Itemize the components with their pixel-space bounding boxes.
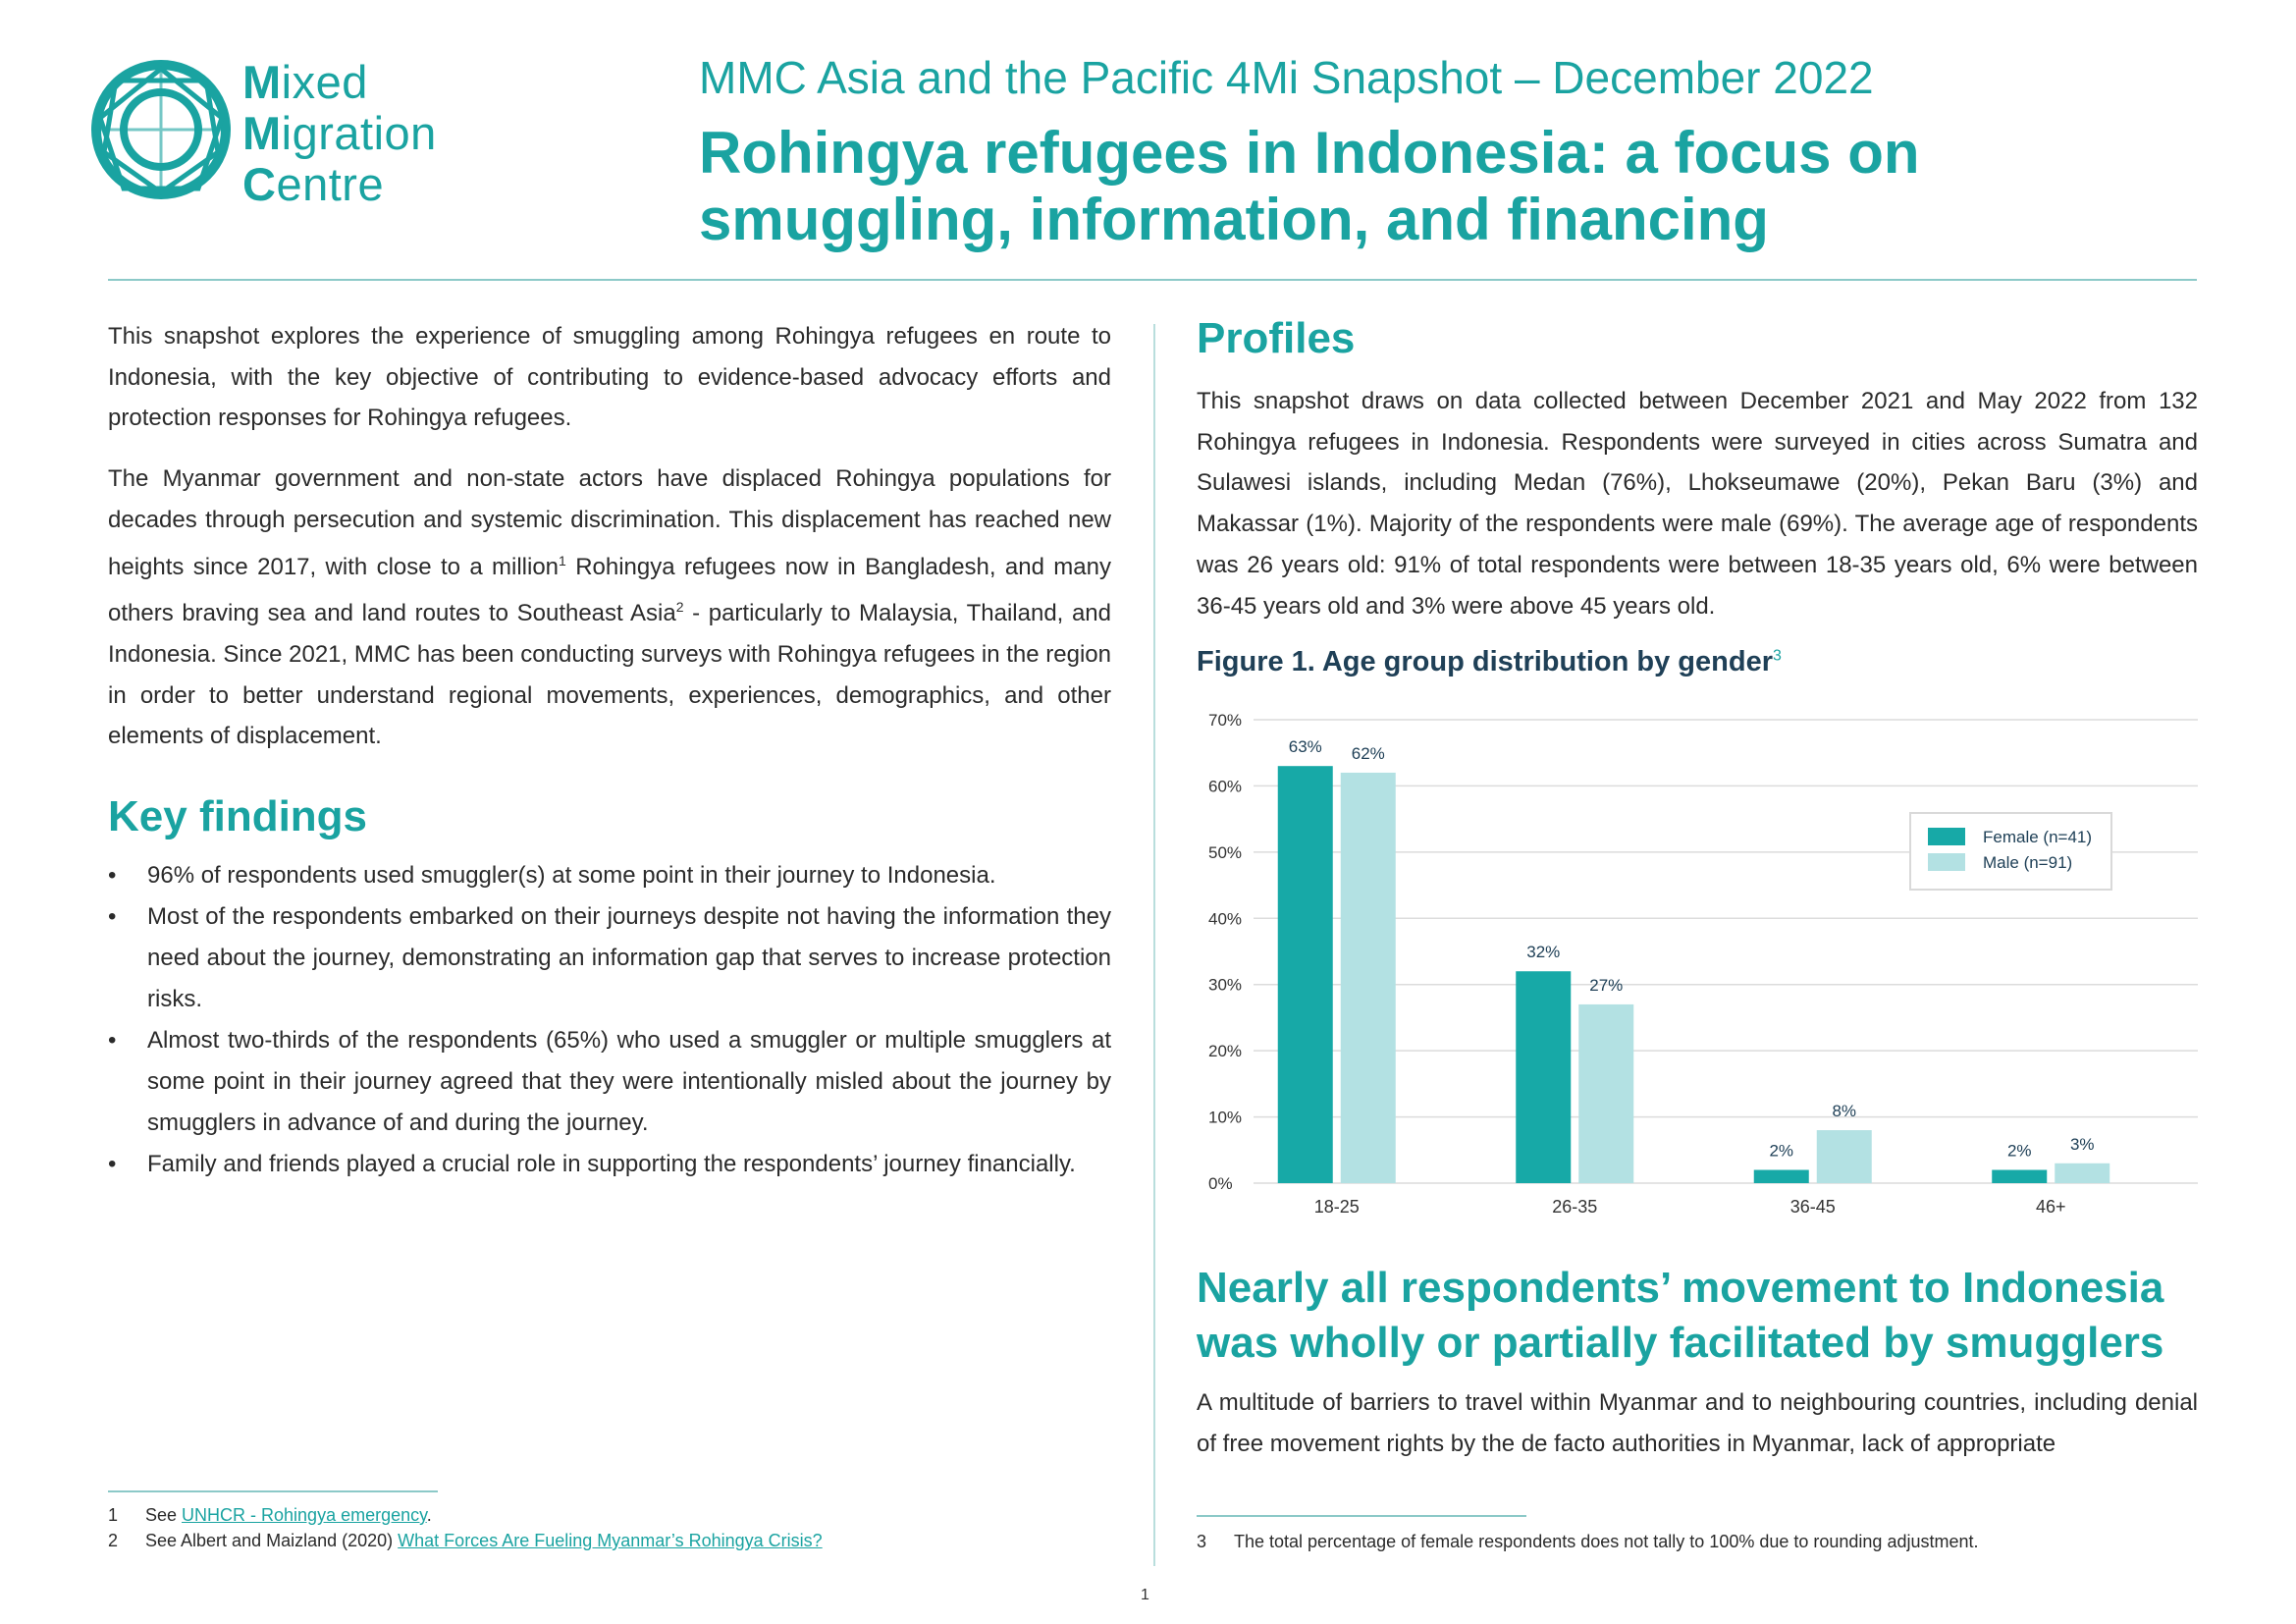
logo-word-migration: Migration — [242, 107, 437, 159]
logo-word-mixed: Mixed — [242, 56, 368, 108]
y-tick-label: 40% — [1208, 909, 1243, 929]
bar-male — [1817, 1130, 1872, 1183]
age-gender-bar-chart — [1197, 702, 2198, 1232]
profiles-heading: Profiles — [1197, 314, 1356, 362]
y-tick-label: 10% — [1208, 1108, 1243, 1127]
footnote-2-link[interactable]: What Forces Are Fueling Myanmar’s Rohingya Crisis? — [398, 1531, 823, 1550]
bar-value-label: 27% — [1589, 975, 1624, 995]
footnote-divider-left — [108, 1490, 438, 1492]
page-title: Rohingya refugees in Indonesia: a focus on smuggling, information, and financing — [699, 120, 1920, 252]
key-findings-list — [108, 855, 1111, 1185]
logo-word-centre: Centre — [242, 158, 385, 210]
bar-male — [1341, 773, 1396, 1183]
y-tick-label: 60% — [1208, 777, 1243, 796]
page-number: 1 — [1141, 1587, 1149, 1603]
finding-item: • Almost two-thirds of the respondents (65%) who used a smuggler or multiple smugglers at some point in their journey agreed that they were intentionally misled about the journey by smugglers in advance of and during the journey. — [108, 1020, 1111, 1144]
intro-paragraph-2: The Myanmar government and non-state actors have displaced Rohingya populations for decades through persecution and systemic discrimination. This displacement has reached new heights since 2017, with close to a million$^1$ Rohingya refugees now in Bangladesh, and many others braving sea and land routes to Southeast Asia$^2$ - particularly to Malaysia, Thailand, and Indonesia. Since 2021, MMC has been conducting surveys with Rohingya refugees in the region in order to better understand regional movements, experiences, demographics, and other elements of displacement. — [108, 465, 1112, 750]
y-tick-label: 20% — [1208, 1042, 1243, 1061]
finding-item: • Most of the respondents embarked on their journeys despite not having the information they need about the journey, demonstrating an information gap that serves to increase protection risks. — [108, 896, 1111, 1020]
left-column — [108, 316, 1111, 1185]
finding-item: • 96% of respondents used smuggler(s) at some point in their journey to Indonesia. — [108, 855, 1111, 896]
bar-male — [1578, 1004, 1633, 1183]
section-heading-smugglers: Nearly all respondents’ movement to Indonesia was wholly or partially facilitated by smugglers — [1197, 1264, 2164, 1367]
x-tick-label: 26-35 — [1552, 1197, 1598, 1217]
footnote-2: 2 See Albert and Maizland (2020) What Forces Are Fueling Myanmar’s Rohingya Crisis? — [108, 1531, 823, 1550]
figure-title: Figure 1. Age group distribution by gender$^3$ — [1197, 646, 1782, 678]
intro-paragraph-1: This snapshot explores the experience of smuggling among Rohingya refugees en route to Indonesia, with the key objective of contributing to evidence-based advocacy efforts and protection responses for Rohingya refugees. — [108, 323, 1111, 432]
footnote-1-link[interactable]: UNHCR - Rohingya emergency — [182, 1505, 427, 1525]
right-column — [1197, 314, 2198, 678]
bar-female — [1278, 766, 1333, 1183]
column-divider — [1153, 324, 1155, 1566]
footnote-3: 3 The total percentage of female respondents does not tally to 100% due to rounding adjustment. — [1197, 1532, 1979, 1551]
footnote-divider-right — [1197, 1515, 1526, 1517]
profiles-paragraph: This snapshot draws on data collected between December 2021 and May 2022 from 132 Rohingya refugees in Indonesia. Respondents were surveyed in cities across Sumatra and Sulawesi islands, including Medan (76%), Lhokseumawe (20%), Pekan Baru (3%) and Makassar (1%). Majority of the respondents were male (69%). The average age of respondents was 26 years old: 91% of total respondents were between 18-35 years old, 6% were between 36-45 years old and 3% were above 45 years old. — [1197, 388, 2198, 620]
snapshot-subtitle: MMC Asia and the Pacific 4Mi Snapshot – December 2022 — [699, 52, 1874, 103]
legend-swatch — [1928, 853, 1965, 871]
legend-label: Female (n=41) — [1983, 828, 2093, 846]
legend-label: Male (n=91) — [1983, 853, 2073, 872]
bar-female — [1516, 971, 1571, 1183]
bar-male — [2055, 1164, 2109, 1183]
mmc-globe-icon — [90, 59, 233, 201]
finding-item: • Family and friends played a crucial role in supporting the respondents’ journey financially. — [108, 1144, 1111, 1185]
bar-value-label: 8% — [1832, 1102, 1857, 1121]
legend-box — [1910, 813, 2111, 890]
bar-value-label: 2% — [1769, 1141, 1794, 1161]
bar-value-label: 62% — [1351, 743, 1385, 763]
x-tick-label: 18-25 — [1313, 1197, 1360, 1217]
bar-female — [1754, 1170, 1809, 1183]
mmc-logo — [90, 56, 483, 210]
x-tick-label: 36-45 — [1789, 1197, 1836, 1217]
bar-female — [1992, 1170, 2047, 1183]
bar-value-label: 2% — [2006, 1141, 2032, 1161]
bar-value-label: 32% — [1526, 943, 1561, 962]
header-divider — [108, 279, 2197, 281]
y-tick-label: 30% — [1208, 975, 1243, 995]
key-findings-heading: Key findings — [108, 792, 368, 841]
x-tick-label: 46+ — [2035, 1197, 2066, 1217]
legend-swatch — [1928, 828, 1965, 845]
y-tick-label: 50% — [1208, 842, 1243, 862]
bar-value-label: 3% — [2069, 1134, 2095, 1154]
footnote-1: 1 See UNHCR - Rohingya emergency. — [108, 1505, 432, 1525]
bar-value-label: 63% — [1288, 737, 1322, 757]
section-paragraph-smugglers: A multitude of barriers to travel within Myanmar and to neighbouring countries, including denial of free movement rights by the de facto authorities in Myanmar, lack of appropriate — [1197, 1389, 2198, 1457]
y-tick-label: 0% — [1208, 1174, 1233, 1193]
y-tick-label: 70% — [1208, 711, 1243, 730]
